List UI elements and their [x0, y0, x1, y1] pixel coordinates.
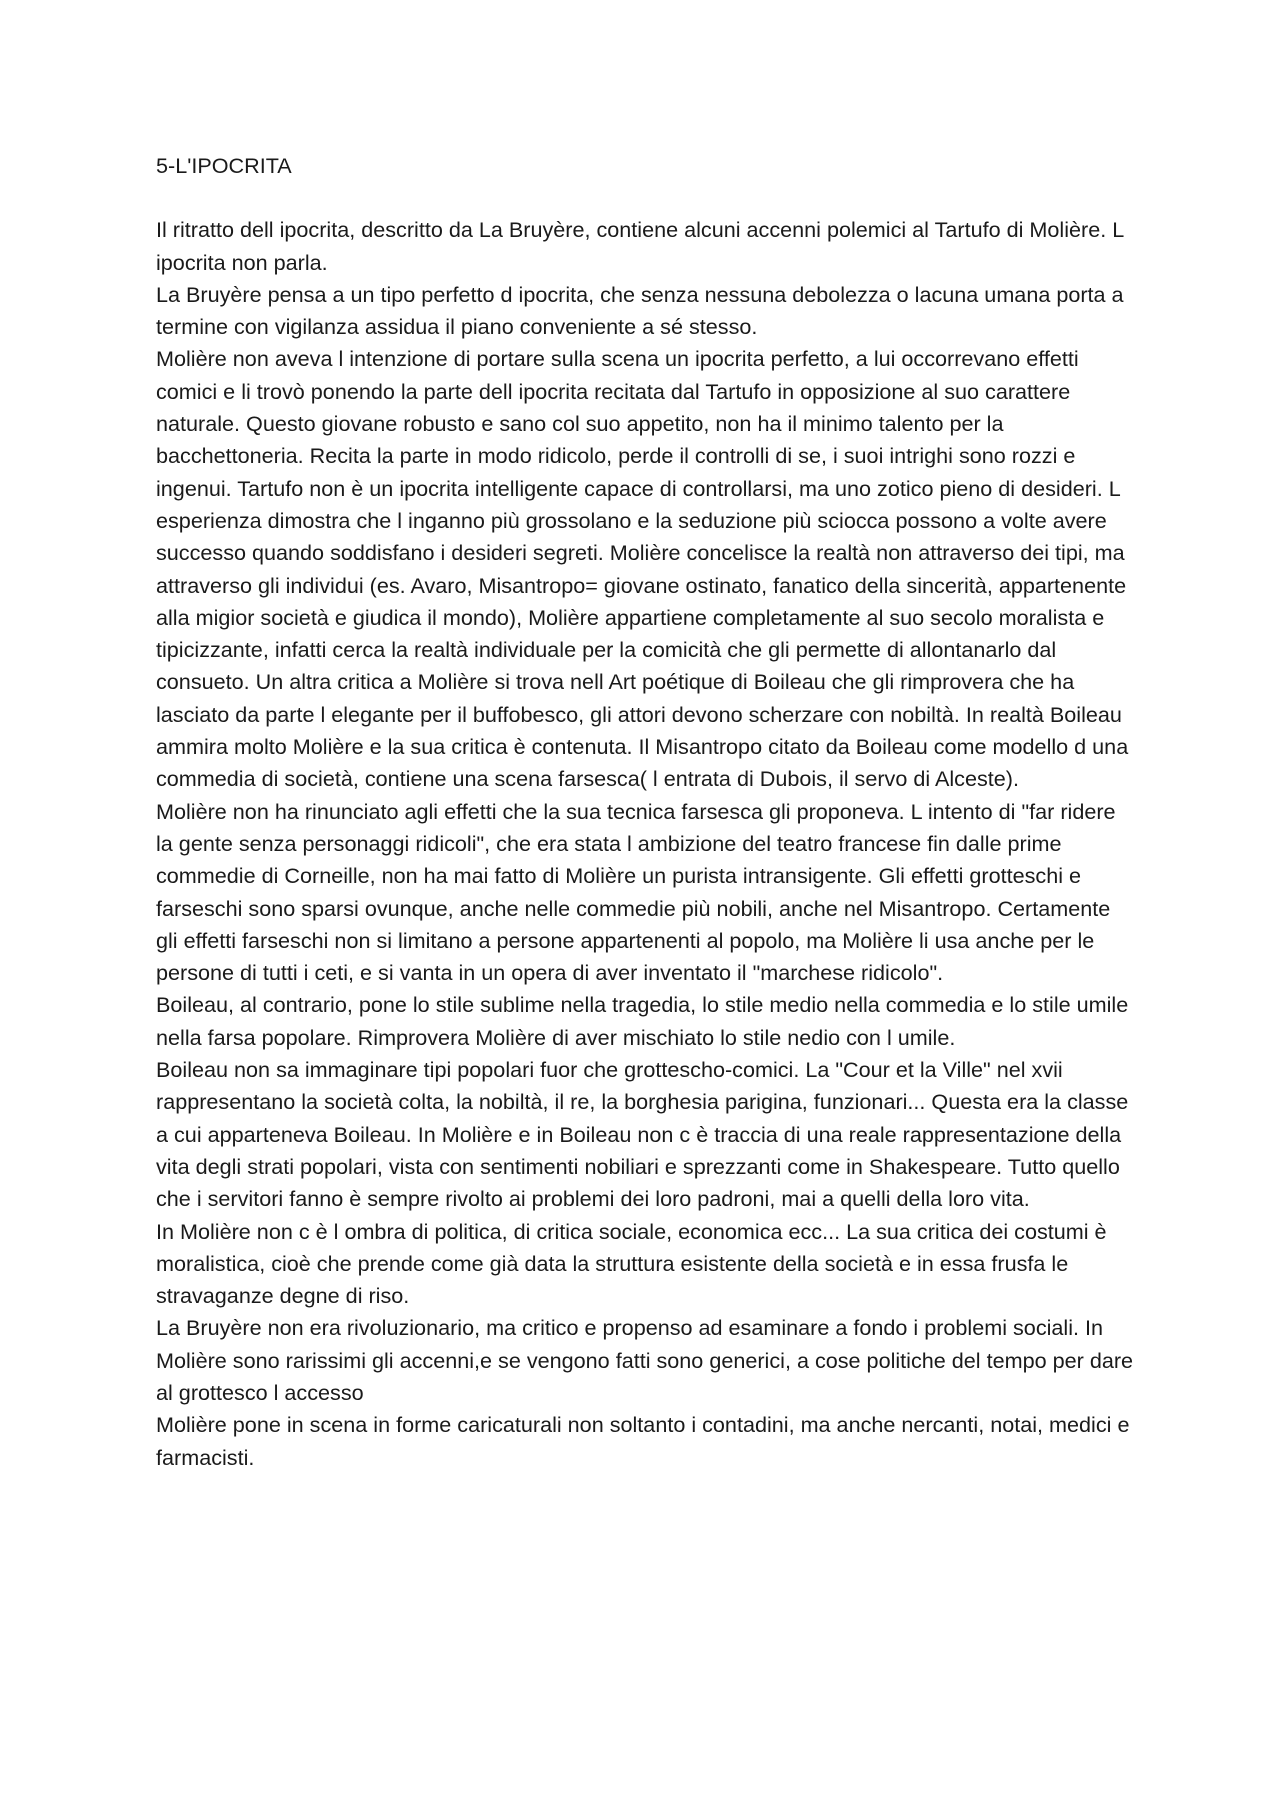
paragraph: Il ritratto dell ipocrita, descritto da La Bruyère, contiene alcuni accenni polemici al Tartufo di Molière. L ipocrita non parla. [156, 217, 1124, 275]
paragraph: Boileau, al contrario, pone lo stile sublime nella tragedia, lo stile medio nella commedia e lo stile umile nella farsa popolare. Rimprovera Molière di aver mischiato lo stile nedio con l umile. [156, 992, 1129, 1050]
document-body [156, 214, 1136, 1474]
paragraph: La Bruyère non era rivoluzionario, ma critico e propenso ad esaminare a fondo i problemi sociali. In Molière sono rarissimi gli accenni,e se vengono fatti sono generici, a cose politiche del tempo per dare al grottesco l accesso [156, 1315, 1134, 1405]
document-title: 5-L'IPOCRITA [156, 153, 292, 178]
paragraph: Molière non aveva l intenzione di portare sulla scena un ipocrita perfetto, a lui occorrevano effetti comici e li trovò ponendo la parte dell ipocrita recitata dal Tartufo in opposizione al suo carattere naturale. Questo giovane robusto e sano col suo appetito, non ha il minimo talento per la bacchettoneria. Recita la parte in modo ridicolo, perde il controlli di se, i suoi intrighi sono rozzi e ingenui. Tartufo non è un ipocrita intelligente capace di controllarsi, ma uno zotico pieno di desideri. L esperienza dimostra che l inganno più grossolano e la seduzione più sciocca possono a volte avere successo quando soddisfano i desideri segreti. Molière concelisce la realtà non attraverso dei tipi, ma attraverso gli individui (es. Avaro, Misantropo= giovane ostinato, fanatico della sincerità, appartenente alla migior società e giudica il mondo), Molière appartiene completamente al suo secolo moralista e tipicizzante, infatti cerca la realtà individuale per la comicità che gli permette di allontanarlo dal consueto. Un altra critica a Molière si trova nell Art poétique di Boileau che gli rimprovera che ha lasciato da parte l elegante per il buffobesco, gli attori devono scherzare con nobiltà. In realtà Boileau ammira molto Molière e la sua critica è contenuta. Il Misantropo citato da Boileau come modello d una commedia di società, contiene una scena farsesca( l entrata di Dubois, il servo di Alceste). [156, 346, 1129, 792]
paragraph: Molière pone in scena in forme caricaturali non soltanto i contadini, ma anche nercanti, notai, medici e farmacisti. [156, 1412, 1130, 1470]
paragraph: In Molière non c è l ombra di politica, di critica sociale, economica ecc... La sua critica dei costumi è moralistica, cioè che prende come già data la struttura esistente della società e in essa frusfa le stravaganze degne di riso. [156, 1218, 1107, 1309]
paragraph: Boileau non sa immaginare tipi popolari fuor che grottescho-comici. La "Cour et la Ville" nel xvii rappresentano la società colta, la nobiltà, il re, la borghesia parigina, funzionari... Questa era la classe a cui apparteneva Boileau. In Molière e in Boileau non c è traccia di una reale rappresentazione della vita degli strati popolari, vista con sentimenti nobiliari e sprezzanti come in Shakespeare. Tutto quello che i servitori fanno è sempre rivolto ai problemi dei loro padroni, mai a quelli della loro vita. [156, 1057, 1129, 1212]
document-page [156, 150, 1136, 1474]
paragraph: Molière non ha rinunciato agli effetti che la sua tecnica farsesca gli proponeva. L intento di "far ridere la gente senza personaggi ridicoli", che era stata l ambizione del teatro francese fin dalle prime commedie di Corneille, non ha mai fatto di Molière un purista intransigente. Gli effetti grotteschi e farseschi sono sparsi ovunque, anche nelle commedie più nobili, anche nel Misantropo. Certamente gli effetti farseschi non si limitano a persone appartenenti al popolo, ma Molière li usa anche per le persone di tutti i ceti, e si vanta in un opera di aver inventato il "marchese ridicolo". [156, 798, 1116, 986]
paragraph: La Bruyère pensa a un tipo perfetto d ipocrita, che senza nessuna debolezza o lacuna umana porta a termine con vigilanza assidua il piano conveniente a sé stesso. [156, 281, 1124, 340]
